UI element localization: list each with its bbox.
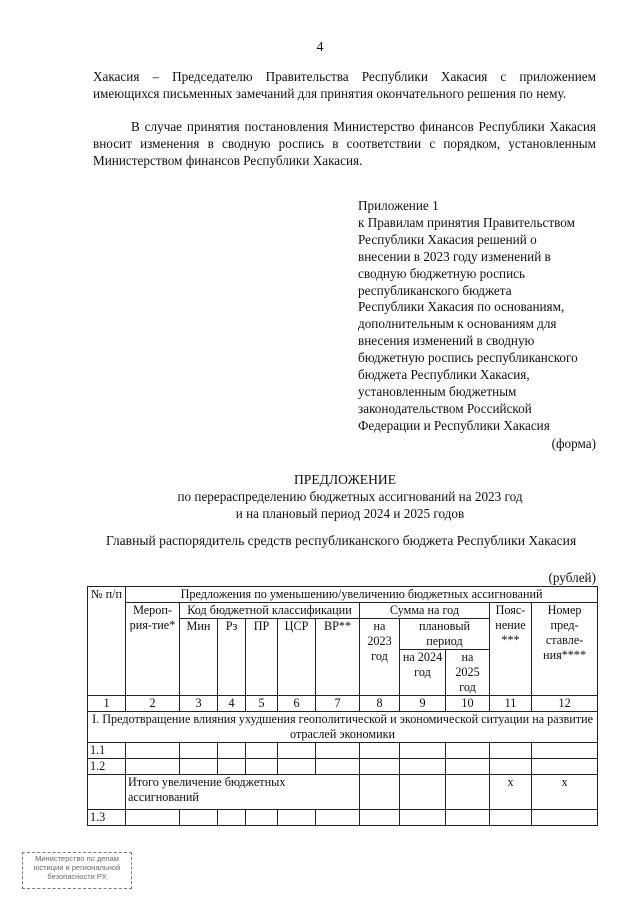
table-cell	[126, 810, 180, 826]
table-cell	[246, 810, 278, 826]
stamp-line: юстиции и региональной	[33, 863, 121, 872]
table-cell	[278, 743, 316, 759]
table-cell	[400, 743, 446, 759]
column-number: 4	[218, 696, 246, 712]
appendix-line: Приложение 1	[358, 198, 439, 213]
document-title: ПРЕДЛОЖЕНИЕ	[293, 472, 397, 487]
appendix-line: бюджетную роспись республиканского	[358, 350, 578, 366]
table-cell	[278, 810, 316, 826]
page-number: 4	[316, 40, 324, 55]
table-cell	[180, 743, 218, 759]
column-number: 3	[180, 696, 218, 712]
registration-stamp	[22, 852, 132, 889]
header-csr: ЦСР	[278, 619, 316, 696]
stamp-line: безопасности РХ	[47, 872, 107, 881]
appendix-line: установленным бюджетным	[358, 383, 517, 399]
table-cell	[446, 743, 490, 759]
appendix-line: сводную бюджетную роспись	[358, 265, 526, 281]
header-code: Код бюджетной классификации	[180, 603, 360, 619]
table-cell	[400, 810, 446, 826]
appendix-line: внесения изменений в сводную	[358, 333, 535, 349]
table-cell	[360, 743, 400, 759]
appendix-line: внесении в 2023 году изменений в	[358, 248, 551, 264]
appendix-line: законодательством Российской	[358, 400, 532, 416]
stamp-line: Министерство по делам	[35, 854, 119, 863]
table-cell	[126, 759, 180, 775]
header-proposals: Предложения по уменьшению/увеличению бюджетных ассигнований	[126, 587, 598, 603]
header-planned: плановый период	[400, 619, 490, 650]
units-label: (рублей)	[548, 570, 596, 585]
column-number: 8	[360, 696, 400, 712]
table-cell	[490, 759, 532, 775]
column-number: 1	[88, 696, 126, 712]
header-vr: ВР**	[316, 619, 360, 696]
header-2023: на 2023 год	[360, 619, 400, 696]
header-event: Мероп-рия-тие*	[126, 603, 180, 696]
document-subtitle: и на плановый период 2024 и 2025 годов	[235, 506, 465, 521]
table-cell	[88, 775, 126, 810]
section-heading: I. Предотвращение влияния ухудшения геополитической и экономической ситуации на развитие отраслей экономики	[88, 712, 598, 743]
table-cell	[360, 775, 400, 810]
row-number: 1.2	[88, 759, 126, 775]
header-2024: на 2024 год	[400, 650, 446, 696]
appendix-line: Республики Хакасия по основаниям,	[358, 299, 565, 315]
appendix-line: бюджета Республики Хакасия,	[358, 367, 530, 383]
table-cell	[400, 775, 446, 810]
table-cell	[218, 810, 246, 826]
table-cell	[360, 759, 400, 775]
paragraph-continuation: Хакасия – Председателю Правительства Республики Хакасия с приложением имеющихся письменных замечаний для принятия окончательного решения по нему.	[93, 69, 596, 101]
header-pr: ПР	[246, 619, 278, 696]
table-cell	[246, 759, 278, 775]
header-no: № п/п	[88, 587, 126, 696]
table-cell	[316, 759, 360, 775]
column-number: 5	[246, 696, 278, 712]
form-label: (форма)	[551, 436, 596, 451]
table-cell	[446, 810, 490, 826]
table-row	[88, 743, 598, 759]
paragraph-changes: В случае принятия постановления Министерство финансов Республики Хакасия вносит изменения в сводную роспись в соответствии с порядком, установленным Министерством финансов Республики Хакасия.	[93, 119, 596, 168]
appendix-line: республиканского бюджета	[358, 282, 512, 298]
appendix-line: Республики Хакасия решений о	[358, 231, 537, 247]
table-row	[88, 810, 598, 826]
header-sum: Сумма на год	[360, 603, 490, 619]
table-cell	[532, 759, 598, 775]
table-cell	[532, 810, 598, 826]
column-number: 2	[126, 696, 180, 712]
proposal-table	[87, 586, 598, 826]
header-number: Номер пред-ставле-ния****	[532, 603, 598, 696]
appendix-line: дополнительным к основаниям для	[358, 316, 557, 332]
column-number: 10	[446, 696, 490, 712]
column-number: 11	[490, 696, 532, 712]
table-cell	[126, 743, 180, 759]
table-cell	[490, 810, 532, 826]
column-number: 12	[532, 696, 598, 712]
header-rz: Рз	[218, 619, 246, 696]
table-cell	[446, 759, 490, 775]
table-cell	[532, 743, 598, 759]
table-cell	[400, 759, 446, 775]
table-cell	[218, 743, 246, 759]
header-note: Пояс-нение ***	[490, 603, 532, 696]
total-mark: х	[532, 775, 598, 810]
chief-distributor: Главный распорядитель средств республиканского бюджета Республики Хакасия	[106, 533, 577, 548]
header-2025: на 2025 год	[446, 650, 490, 696]
table-cell	[360, 810, 400, 826]
appendix-block	[358, 198, 603, 435]
table-row	[88, 759, 598, 775]
row-number: 1.3	[88, 810, 126, 826]
column-number: 9	[400, 696, 446, 712]
total-mark: х	[490, 775, 532, 810]
table-cell	[490, 743, 532, 759]
table-cell	[180, 759, 218, 775]
document-subtitle: по перераспределению бюджетных ассигнований на 2023 год	[177, 489, 523, 504]
table-cell	[218, 759, 246, 775]
table-row	[88, 775, 598, 810]
table-cell	[316, 743, 360, 759]
header-min: Мин	[180, 619, 218, 696]
table-cell	[278, 759, 316, 775]
appendix-line: к Правилам принятия Правительством	[358, 214, 575, 230]
table-cell	[316, 810, 360, 826]
column-number: 6	[278, 696, 316, 712]
row-number: 1.1	[88, 743, 126, 759]
total-increase-label: Итого увеличение бюджетных ассигнований	[126, 775, 360, 810]
table-cell	[180, 810, 218, 826]
column-number: 7	[316, 696, 360, 712]
appendix-line: Федерации и Республики Хакасия	[358, 417, 550, 433]
table-cell	[246, 743, 278, 759]
table-cell	[446, 775, 490, 810]
